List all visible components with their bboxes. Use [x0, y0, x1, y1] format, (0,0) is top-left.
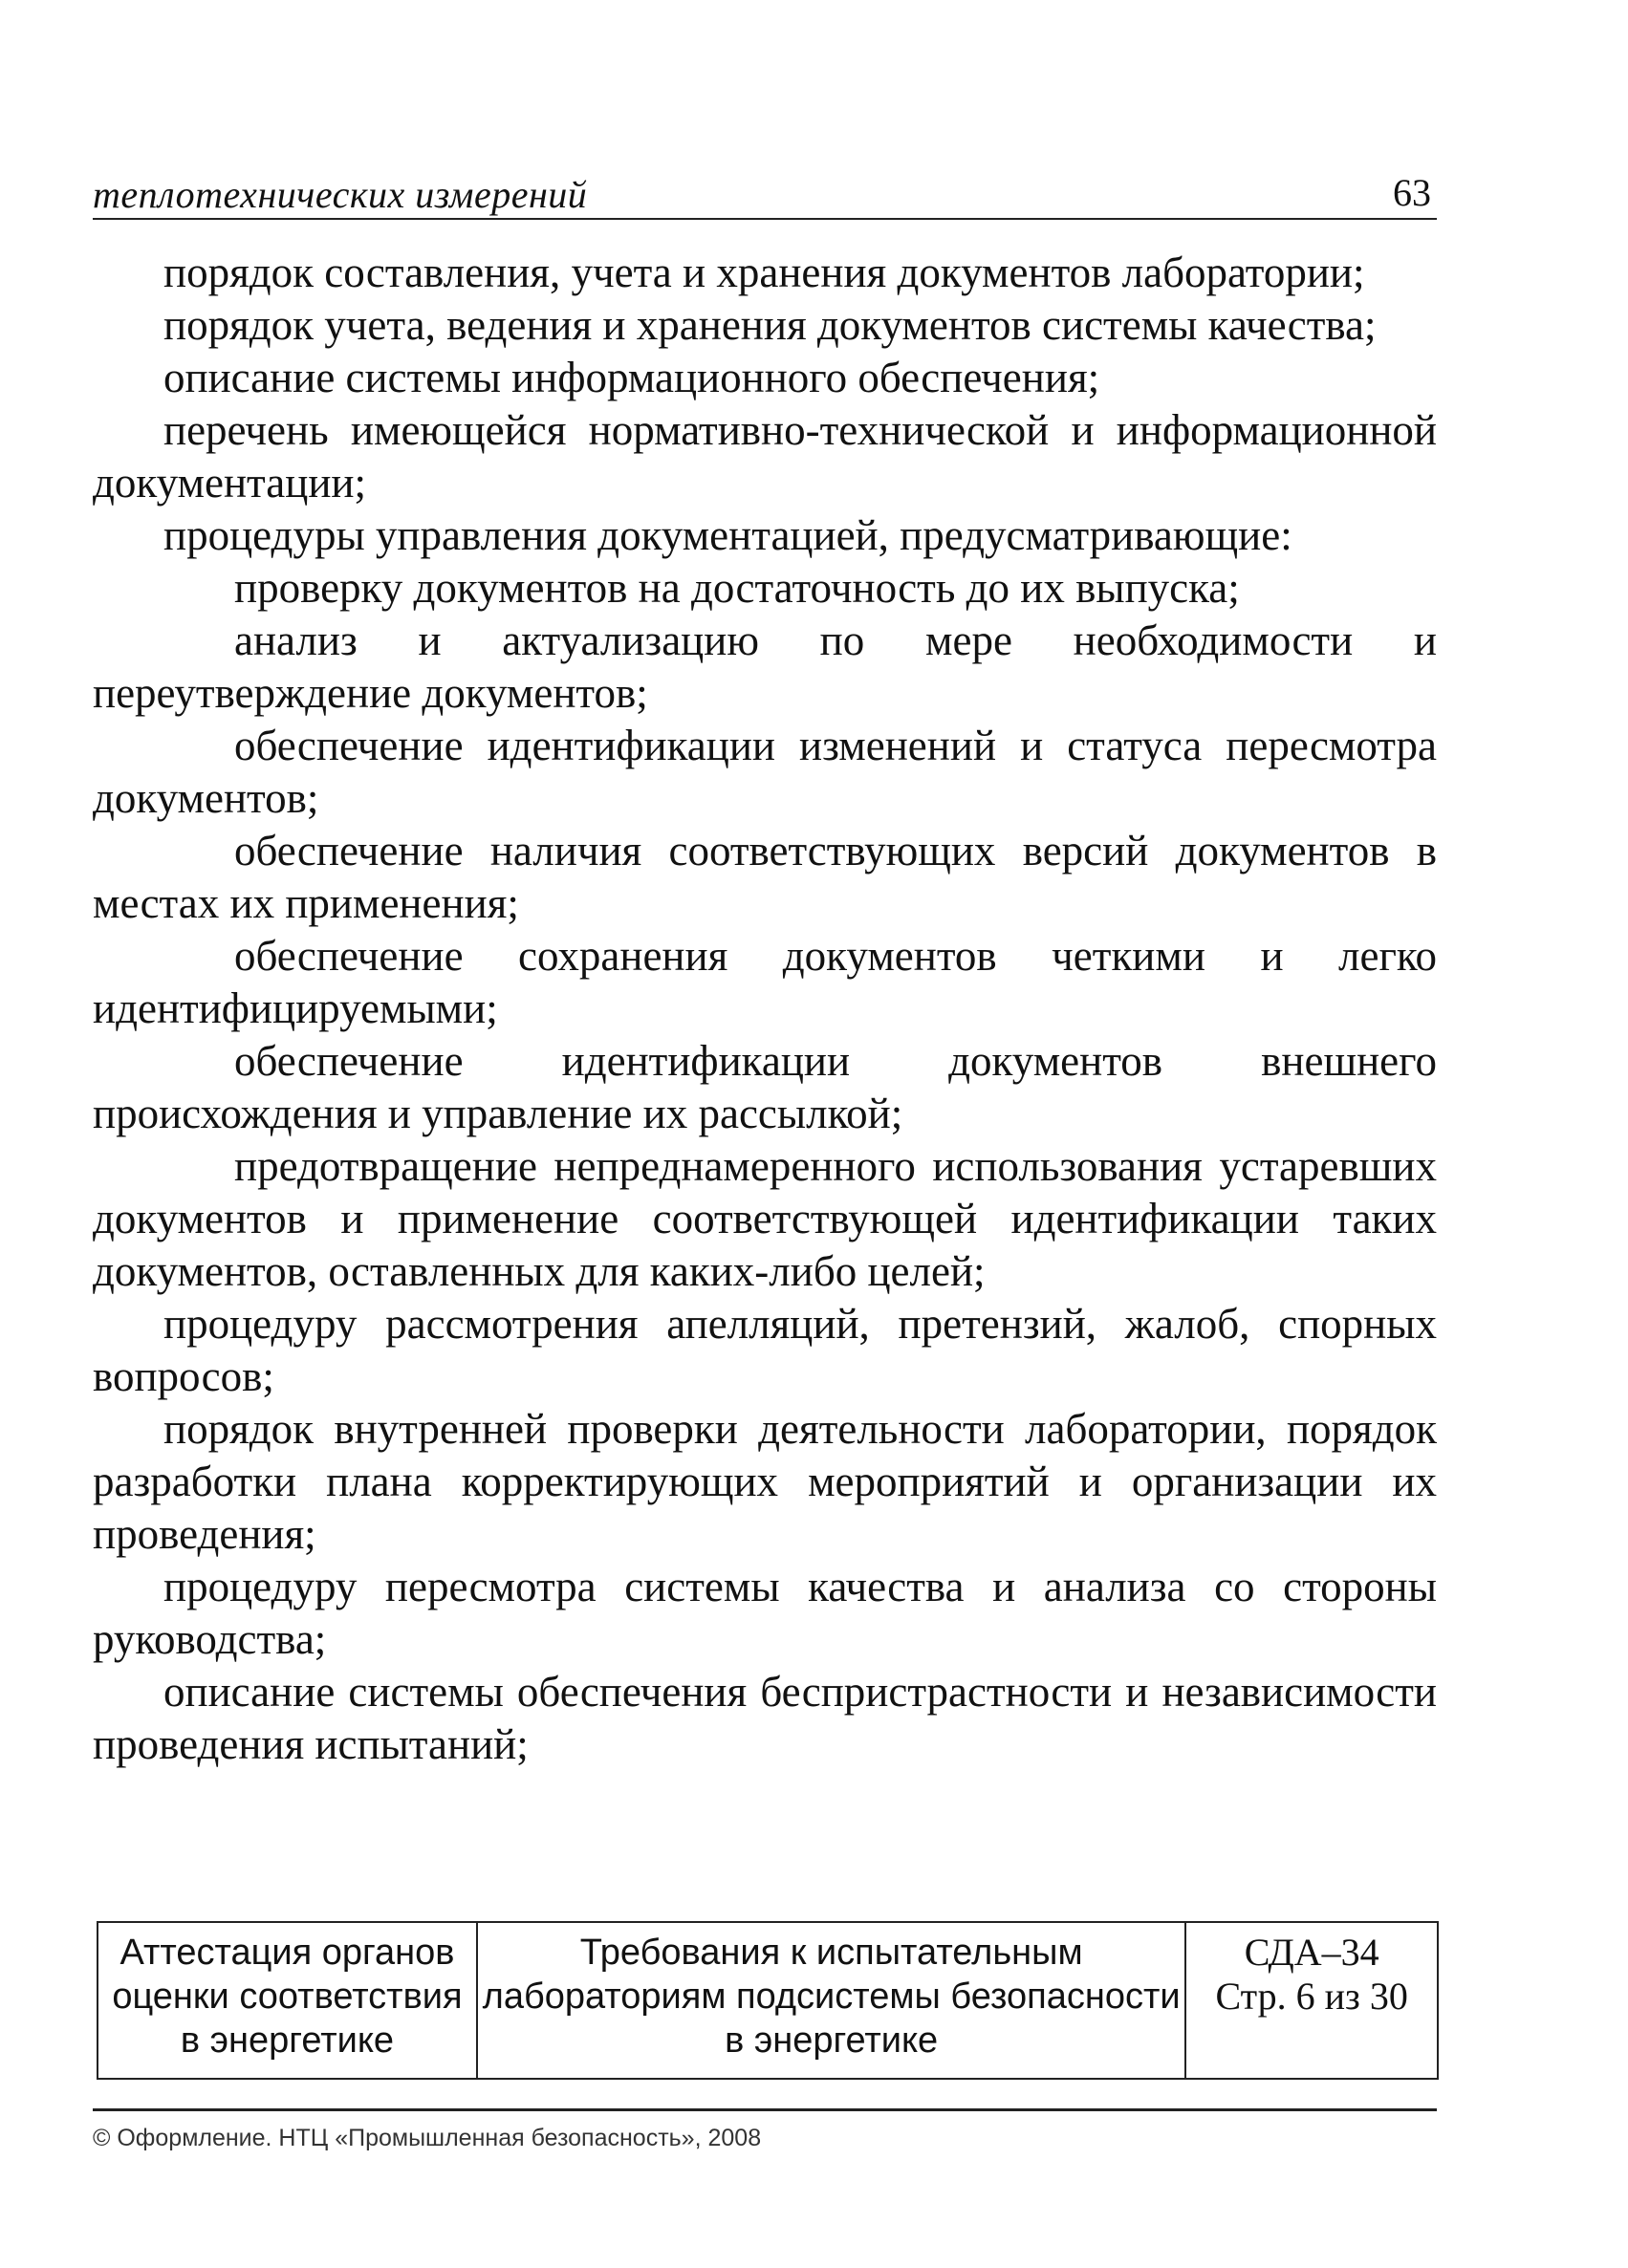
header-title: теплотехнических измерений	[93, 173, 588, 216]
document-info-table	[97, 1921, 1439, 2080]
copyright-footer: © Оформление. НТЦ «Промышленная безопасность», 2008	[93, 2108, 1437, 2152]
list-item: процедуру пересмотра системы качества и анализа со стороны руководства;	[93, 1563, 1437, 1663]
list-item: порядок составления, учета и хранения документов лаборатории;	[163, 248, 1365, 296]
list-item: порядок учета, ведения и хранения документов системы качества;	[163, 301, 1377, 349]
list-item: описание системы обеспечения беспристрастности и независимости проведения испытаний;	[93, 1668, 1437, 1768]
table-cell-document-code: СДА–34 Стр. 6 из 30	[1185, 1922, 1438, 2079]
table-cell-certification: Аттестация органов оценки соответствия в энергетике	[98, 1922, 477, 2079]
list-item: описание системы информационного обеспечения;	[163, 354, 1100, 401]
running-header	[93, 168, 1437, 220]
table-cell-requirements: Требования к испытательным лабораториям подсистемы безопасности в энергетике	[477, 1922, 1185, 2079]
body-text	[93, 247, 1437, 1771]
list-item: процедуры управления документацией, предусматривающие:	[163, 511, 1292, 559]
sub-list-item: предотвращение непреднамеренного использования устаревших документов и применение соответствующей идентификации таких документов, оставленных для каких-либо целей;	[93, 1142, 1437, 1295]
sub-list-item: анализ и актуализацию по мере необходимости и переутверждение документов;	[93, 616, 1437, 717]
list-item: процедуру рассмотрения апелляций, претензий, жалоб, спорных вопросов;	[93, 1300, 1437, 1400]
sub-list-item: обеспечение наличия соответствующих версий документов в местах их применения;	[93, 827, 1437, 927]
sub-list-item: проверку документов на достаточность до их выпуска;	[234, 564, 1240, 612]
page-number: 63	[1393, 171, 1431, 214]
list-item: перечень имеющейся нормативно-технической и информационной документации;	[93, 406, 1437, 507]
sub-list-item: обеспечение сохранения документов четкими и легко идентифицируемыми;	[93, 932, 1437, 1032]
sub-list-item: обеспечение идентификации документов внешнего происхождения и управление их рассылкой;	[93, 1037, 1437, 1137]
sub-list-item: обеспечение идентификации изменений и статуса пересмотра документов;	[93, 722, 1437, 822]
table-row	[98, 1922, 1438, 2079]
list-item: порядок внутренней проверки деятельности лаборатории, порядок разработки плана корректирующих мероприятий и организации их проведения;	[93, 1405, 1437, 1558]
